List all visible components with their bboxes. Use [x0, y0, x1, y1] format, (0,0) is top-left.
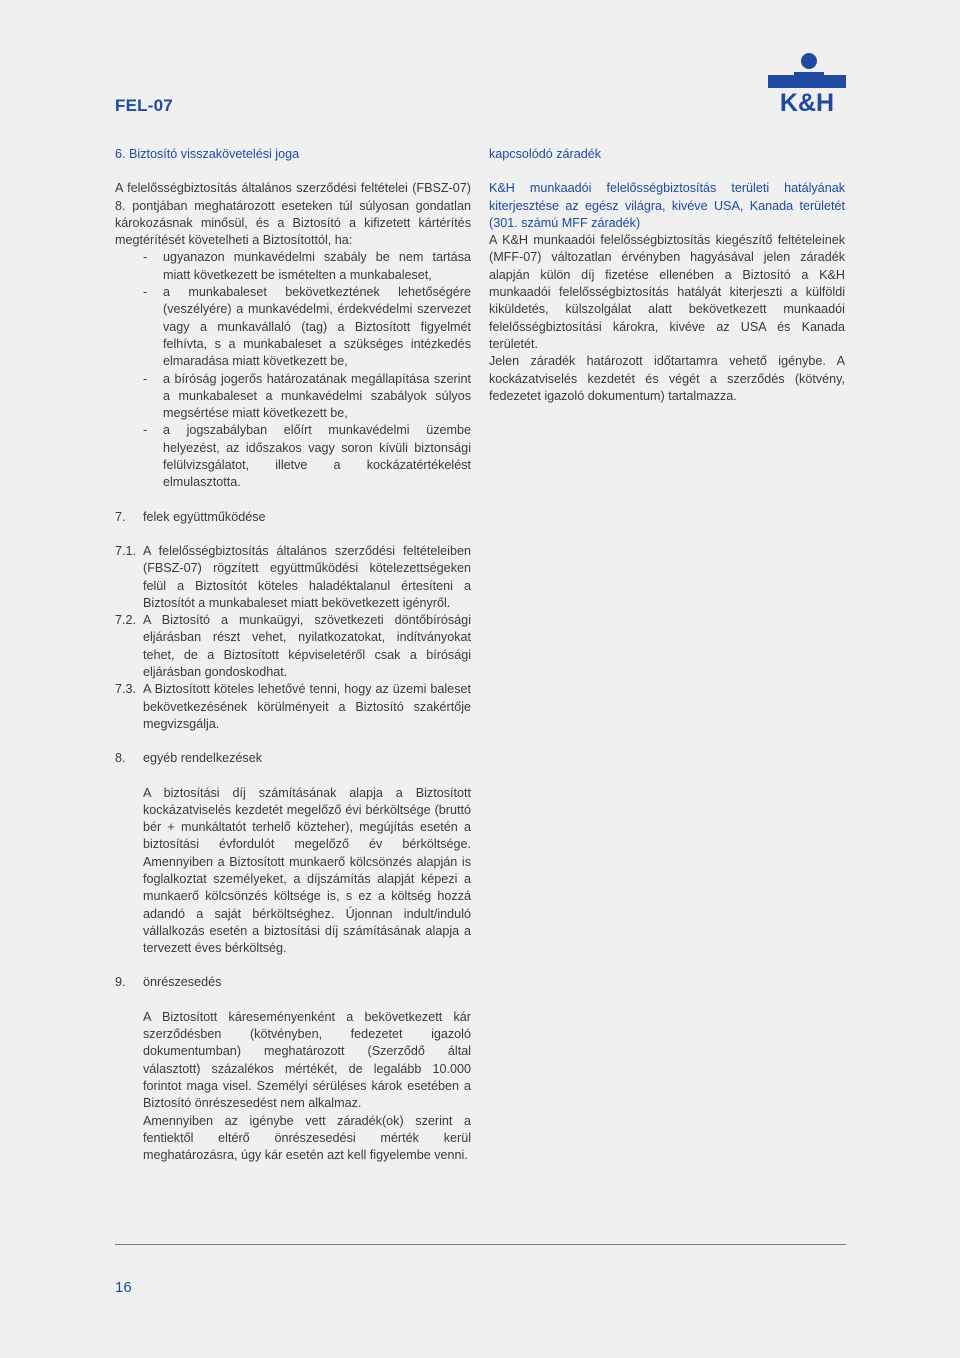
kh-logo: [766, 52, 848, 114]
section-8-title: egyéb rendelkezések: [143, 751, 263, 766]
section-7-title: felek együttműködése: [143, 509, 266, 524]
footer-divider: [115, 1244, 846, 1245]
document-code: FEL-07: [115, 96, 173, 115]
clause-title: kapcsolódó záradék: [489, 147, 602, 161]
section-6-list: [115, 249, 471, 491]
section-9-paragraph-1: A Biztosított káreseményenként a bekövetkezett kár szerződésben (kötvényben, fedezetet igazoló dokumentumban) meghatározott (Szerződő által választott) százalékos mértékét, de legalább 10.000 forintot maga visel. Személyi sérüléses károk esetében a Biztosító önrészesedést nem alkalmaz.: [143, 1009, 471, 1111]
section-6-title: 6. Biztosító visszakövetelési joga: [115, 147, 300, 161]
list-item: - a jogszabályban előírt munkavédelmi üzembe helyezést, az időszakos vagy soron kívüli biztonsági felülvizsgálatot, illetve a kockázatértékelést elmulasztotta.: [143, 423, 471, 490]
section-8-text: A biztosítási díj számításának alapja a Biztosított kockázatviselés kezdetét megelőző évi bérköltsége (bruttó bér + munkáltatót terhelő közteher), megújítás esetén a biztosítási évfordulót megelőző év bérköltsége. Amennyiben a Biztosított munkaerő kölcsönzés alapján is foglalkoztat személyeket, a díjszámítás alapját képezi a munkaerő kölcsönzés költsége is, s ez a költség hozzá adandó a saját bérköltséghez. Újonnan indult/induló vállalkozás esetén a biztosítási díj számításának alapja a tervezett éves bérköltség.: [143, 785, 471, 956]
logo-wordmark: K&H: [779, 89, 835, 114]
section-7-heading: 7. felek együttműködése: [115, 509, 471, 526]
list-item: - ugyanazon munkavédelmi szabály be nem tartása miatt következett be ismételten a munkabaleset,: [143, 250, 471, 282]
list-item: - a bíróság jogerős határozatának megállapítása szerint a munkabaleset a munkavédelmi szabályok súlyos megsértése miatt következett be,: [143, 371, 471, 421]
section-8-heading: 8. egyéb rendelkezések: [115, 750, 471, 767]
clause-subtitle: K&H munkaadói felelősségbiztosítás területi hatályának kiterjesztése az egész világra, kivéve USA, Kanada területét (301. számú MFF záradék): [489, 181, 845, 230]
kh-logo-icon: [766, 52, 848, 114]
left-column: [115, 146, 471, 1164]
list-item: - a munkabaleset bekövetkeztének lehetőségére (veszélyére) a munkavédelmi, érdekvédelmi szervezet vagy a munkavállaló (tag) a Biztosított figyelmét felhívta, s a munkabaleset a szükséges intézkedés elmaradása miatt következett be,: [143, 285, 471, 369]
section-9-title: önrészesedés: [143, 975, 222, 990]
page-number: 16: [115, 1279, 132, 1296]
right-column: [489, 146, 845, 405]
list-item: 7.1. A felelősségbiztosítás általános szerződési feltételeiben (FBSZ-07) rögzített együttműködési kötelezettségeken felül a Biztosítót köteles haladéktalanul értesíteni a Biztosítót a munkabaleset miatt bekövetkezett igényről.: [115, 543, 471, 610]
clause-paragraph-1: A K&H munkaadói felelősségbiztosítás kiegészítő feltételeinek (MFF-07) változatlan érvényben hagyásával jelen záradék alapján külön díj fizetése ellenében a Biztosító a K&H munkaadói felelősségbiztosítás hatályát kiterjeszti a külföldi kiküldetés, külszolgálat alatt bekövetkezett munkaadói felelősségbiztosítási károkra, kivéve az USA és Kanada területét.: [489, 233, 845, 351]
section-7-list: [115, 543, 471, 733]
list-item: 7.3. A Biztosított köteles lehetővé tenni, hogy az üzemi baleset bekövetkezésének körülményeit a Biztosító szakértője megvizsgálja.: [115, 682, 471, 731]
section-9-heading: 9. önrészesedés: [115, 974, 471, 991]
section-9-paragraph-2: Amennyiben az igénybe vett záradék(ok) szerint a fentiektől eltérő önrészesedési mérték kerül meghatározásra, úgy kár esetén azt kell figyelembe venni.: [143, 1113, 471, 1163]
section-6-intro: A felelősségbiztosítás általános szerződési feltételei (FBSZ-07) 8. pontjában meghatározott eseteken túl súlyosan gondatlan károkozásnak minősül, és a Biztosító a kifizetett kártérítés megtérítését követelheti a Biztosítottól, ha:: [115, 181, 471, 248]
clause-paragraph-2: Jelen záradék határozott időtartamra vehető igénybe. A kockázatviselés kezdetét és végét a szerződés (kötvény, fedezetet igazoló dokumentum) tartalmazza.: [489, 354, 845, 403]
list-item: 7.2. A Biztosító a munkaügyi, szövetkezeti döntőbírósági eljárásban részt vehet, nyilatkozatokat, indítványokat tehet, de a Biztosított képviseletéről csak a bírósági eljárásban gondoskodhat.: [115, 613, 471, 680]
